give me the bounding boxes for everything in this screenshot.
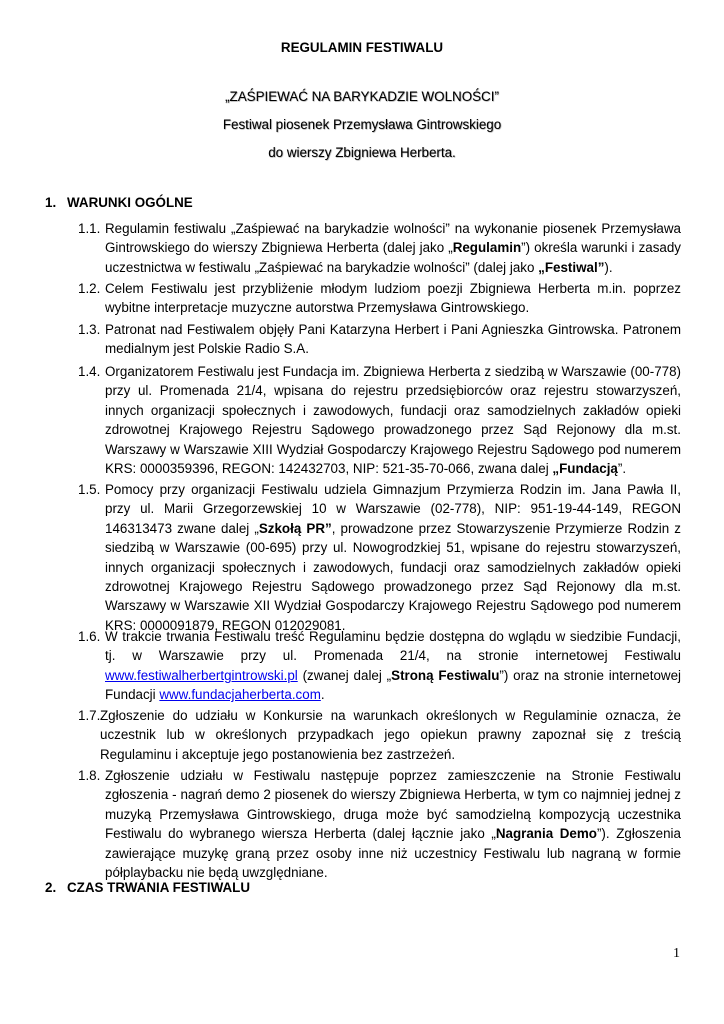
paragraph-number: 1.3.: [78, 322, 101, 337]
text-line: tj. w Warszawie przy ul. Promenada 21/4, na stronie internetowej Festiwalu: [105, 648, 681, 664]
paragraph-1-6: [78, 627, 681, 705]
text-line: zdrowotnej Krajowego Rejestru Sądowego prowadzonego przez Sąd Rejonowy dla m.st.: [105, 422, 681, 438]
text-line: [105, 258, 681, 277]
paragraph-number: 1.7.: [78, 708, 101, 723]
text-line: innych organizacji społecznych i zawodowych, fundacji oraz samodzielnych zakładów opieki: [105, 559, 681, 575]
section-title: WARUNKI OGÓLNE: [67, 195, 193, 210]
text-line: [105, 685, 681, 704]
text-run: uczestnictwa w festiwalu „Zaśpiewać na barykadzie wolności” (dalej jako: [105, 259, 539, 275]
text-line: zgłoszenia - nagrań demo 2 piosenek do wierszy Zbigniewa Herberta, w tym co najmniej jednej z: [105, 787, 681, 803]
text-line: [105, 459, 681, 478]
text-run: .: [320, 687, 325, 703]
text-run: KRS: 0000359396, REGON: 142432703, NIP: 521-35-70-066, zwana dalej: [105, 461, 553, 477]
section-number: 2.: [45, 880, 57, 895]
defined-term: „Festiwal”: [538, 259, 605, 275]
paragraph-number: 1.8.: [78, 768, 101, 783]
defined-term: „Fundacją: [552, 461, 618, 477]
paragraph-1-2: [78, 279, 681, 318]
paragraph-1-1: [78, 219, 681, 277]
text-line: Celem Festiwalu jest przybliżenie młodym ludziom poezji Zbigniewa Herberta m.in. poprzez: [105, 281, 681, 296]
defined-term: Nagrania Demo: [495, 826, 597, 842]
paragraph-1-8: [78, 766, 681, 882]
text-line: Zgłoszenie udziału w Festiwalu następuje poprzez zamieszczenie na Stronie Festiwalu: [105, 768, 681, 783]
text-line: W trakcie trwania Festiwalu treść Regulaminu będzie dostępna do wglądu w siedzibie Fundacji,: [105, 629, 681, 644]
text-line: KRS: 0000091879, REGON 012029081.: [105, 617, 346, 633]
paragraph-number: 1.2.: [78, 281, 101, 296]
paragraph-1-7: [78, 706, 681, 764]
text-line: Warszawy w Warszawie XIII Wydział Gospodarczy Krajowego Rejestru Sądowego pod numerem: [105, 441, 681, 457]
text-line: Warszawy w Warszawie XII Wydział Gospodarczy Krajowego Rejestru Sądowego pod numerem: [105, 598, 681, 614]
text-run: Gintrowskiego do wierszy Zbigniewa Herberta (dalej jako „: [105, 240, 453, 256]
text-run: ”) określa warunki i zasady: [521, 240, 681, 256]
text-line: [105, 824, 681, 843]
text-run: ”) oraz na stronie internetowej: [499, 667, 681, 683]
text-run: ”). Zgłoszenia: [596, 826, 681, 842]
section-number: 1.: [45, 195, 57, 210]
text-line: muzyką Przemysława Gintrowskiego, druga może być samodzielną kompozycją uczestnika: [105, 806, 681, 822]
text-line: medialnym jest Polskie Radio S.A.: [105, 341, 309, 357]
text-line: [105, 666, 681, 685]
text-line: [105, 238, 681, 257]
paragraph-1-5: [78, 480, 681, 635]
text-run: Fundacji: [105, 687, 160, 703]
festival-name: „ZAŚPIEWAĆ NA BARYKADZIE WOLNOŚCI”: [225, 89, 499, 104]
text-run: ).: [604, 259, 613, 275]
text-line: przy ul. Promenada 21/4, wpisana do rejestru przedsiębiorców oraz rejestru stowarzyszeń,: [105, 383, 681, 399]
text-line: innych organizacji społecznych i zawodowych, fundacji oraz samodzielnych zakładów opieki: [105, 402, 681, 418]
text-line: półplaybacku nie będą uwzględniane.: [105, 865, 328, 881]
paragraph-1-3: [78, 320, 681, 359]
section-heading-1: [45, 195, 193, 210]
text-line: siedzibą w Warszawie (00-695) przy ul. Nowogrodzkiej 51, wpisane do rejestru stowarzyszeń,: [105, 540, 681, 556]
text-line: zawierające muzykę graną przez osoby inne niż uczestnicy Festiwalu lub nagraną w formie: [105, 845, 681, 861]
text-line: Regulamin festiwalu „Zaśpiewać na barykadzie wolności” na wykonanie piosenek Przemysława: [105, 221, 681, 236]
text-run: ”.: [617, 461, 627, 477]
foundation-website-link[interactable]: www.fundacjaherberta.com: [159, 687, 321, 703]
text-run: , prowadzone przez Stowarzyszenie Przymierze Rodzin z: [331, 520, 681, 536]
paragraph-number: 1.6.: [78, 629, 101, 644]
paragraph-number: 1.1.: [78, 221, 101, 236]
page-number: 1: [673, 946, 680, 961]
text-line: zdrowotnej Krajowego Rejestru Sądowego prowadzonego przez Sąd Rejonowy dla m.st.: [105, 579, 681, 595]
paragraph-number: 1.4.: [78, 364, 101, 379]
defined-term: Stroną Festiwalu: [391, 667, 500, 683]
paragraph-1-4: [78, 362, 681, 478]
text-line: wybitne interpretacje muzyczne autorstwa Przemysława Gintrowskiego.: [105, 300, 530, 316]
festival-subtitle: Festiwal piosenek Przemysława Gintrowskiego: [222, 117, 502, 132]
defined-term: Szkołą PR”: [258, 520, 332, 536]
text-line: Regulaminu i akceptuje jego postanowienia bez zastrzeżeń.: [100, 746, 456, 762]
text-run: (zwanej dalej „: [297, 667, 392, 683]
text-line: Organizatorem Festiwalu jest Fundacja im. Zbigniewa Herberta z siedzibą w Warszawie (00-778): [105, 364, 681, 379]
text-line: Patronat nad Festiwalem objęły Pani Katarzyna Herbert i Pani Agnieszka Gintrowska. Patronem: [105, 322, 681, 337]
text-line: [105, 519, 681, 538]
document-title: REGULAMIN FESTIWALU: [280, 40, 444, 55]
text-run: 146313473 zwane dalej „: [105, 520, 259, 536]
text-line: przy ul. Marii Grzegorzewskiej 10 w Warszawie (02-778), NIP: 951-19-44-149, REGON: [105, 501, 681, 517]
text-run: Festiwalu do wybranego wiersza Herberta (dalej łącznie jako „: [105, 826, 496, 842]
festival-website-link[interactable]: www.festiwalherbertgintrowski.pl: [105, 667, 298, 683]
text-line: Zgłoszenie do udziału w Konkursie na warunkach określonych w Regulaminie oznacza, że: [100, 708, 681, 723]
text-line: uczestnik lub w określonych przypadkach jego opiekun prawny zapoznał się z treścią: [100, 727, 681, 743]
section-title: CZAS TRWANIA FESTIWALU: [67, 880, 250, 895]
festival-subtitle-2: do wierszy Zbigniewa Herberta.: [268, 145, 456, 160]
text-line: Pomocy przy organizacji Festiwalu udziela Gimnazjum Przymierza Rodzin im. Jana Pawła II,: [105, 482, 681, 497]
section-heading-2: [45, 880, 250, 895]
defined-term: Regulamin: [452, 240, 522, 256]
paragraph-number: 1.5.: [78, 482, 101, 497]
